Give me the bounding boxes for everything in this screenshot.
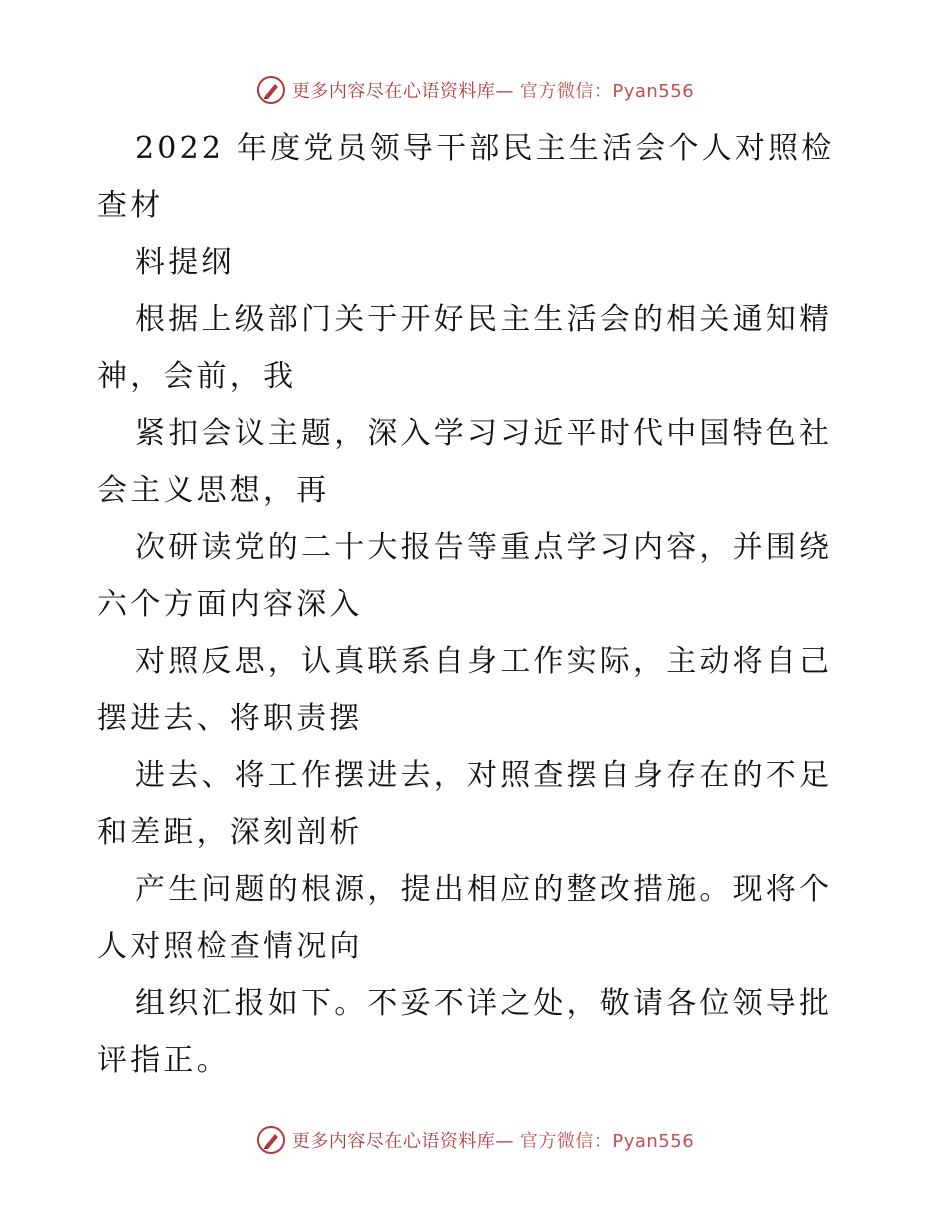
document-body [97, 120, 857, 1089]
pen-seal-icon [256, 75, 286, 105]
watermark-text: 更多内容尽在心语资料库— [291, 81, 514, 102]
doc-line: 评指正。 [97, 1043, 230, 1078]
doc-line: 对照反思，认真联系自身工作实际，主动将自己 [135, 644, 833, 679]
doc-line: 摆进去、将职责摆 [97, 701, 363, 736]
doc-line: 产生问题的根源，提出相应的整改措施。现将个 [135, 872, 833, 907]
doc-line: 人对照检查情况向 [97, 929, 363, 964]
doc-line: 六个方面内容深入 [97, 587, 363, 622]
footer-watermark [0, 1122, 950, 1158]
doc-line: 进去、将工作摆进去，对照查摆自身存在的不足 [135, 758, 833, 793]
doc-line: 会主义思想，再 [97, 473, 330, 508]
watermark-content [256, 1125, 694, 1155]
watermark-content [256, 75, 694, 105]
doc-line: 组织汇报如下。不妥不详之处，敬请各位领导批 [135, 986, 833, 1021]
doc-line: 次研读党的二十大报告等重点学习内容，并围绕 [135, 530, 833, 565]
watermark-contact: 官方微信：Pyan556 [519, 81, 695, 102]
doc-line: 和差距，深刻剖析 [97, 815, 363, 850]
doc-line: 2022 年度党员领导干部民主生活会个人对照检 [135, 131, 835, 166]
doc-line: 根据上级部门关于开好民主生活会的相关通知精 [135, 302, 833, 337]
watermark-contact: 官方微信：Pyan556 [519, 1131, 695, 1152]
doc-line: 料提纲 [135, 245, 235, 280]
pen-seal-icon [256, 1125, 286, 1155]
doc-line: 神，会前，我 [97, 359, 297, 394]
watermark-text: 更多内容尽在心语资料库— [291, 1131, 514, 1152]
header-watermark [0, 72, 950, 108]
doc-line: 紧扣会议主题，深入学习习近平时代中国特色社 [135, 416, 833, 451]
doc-line: 查材 [97, 188, 164, 223]
